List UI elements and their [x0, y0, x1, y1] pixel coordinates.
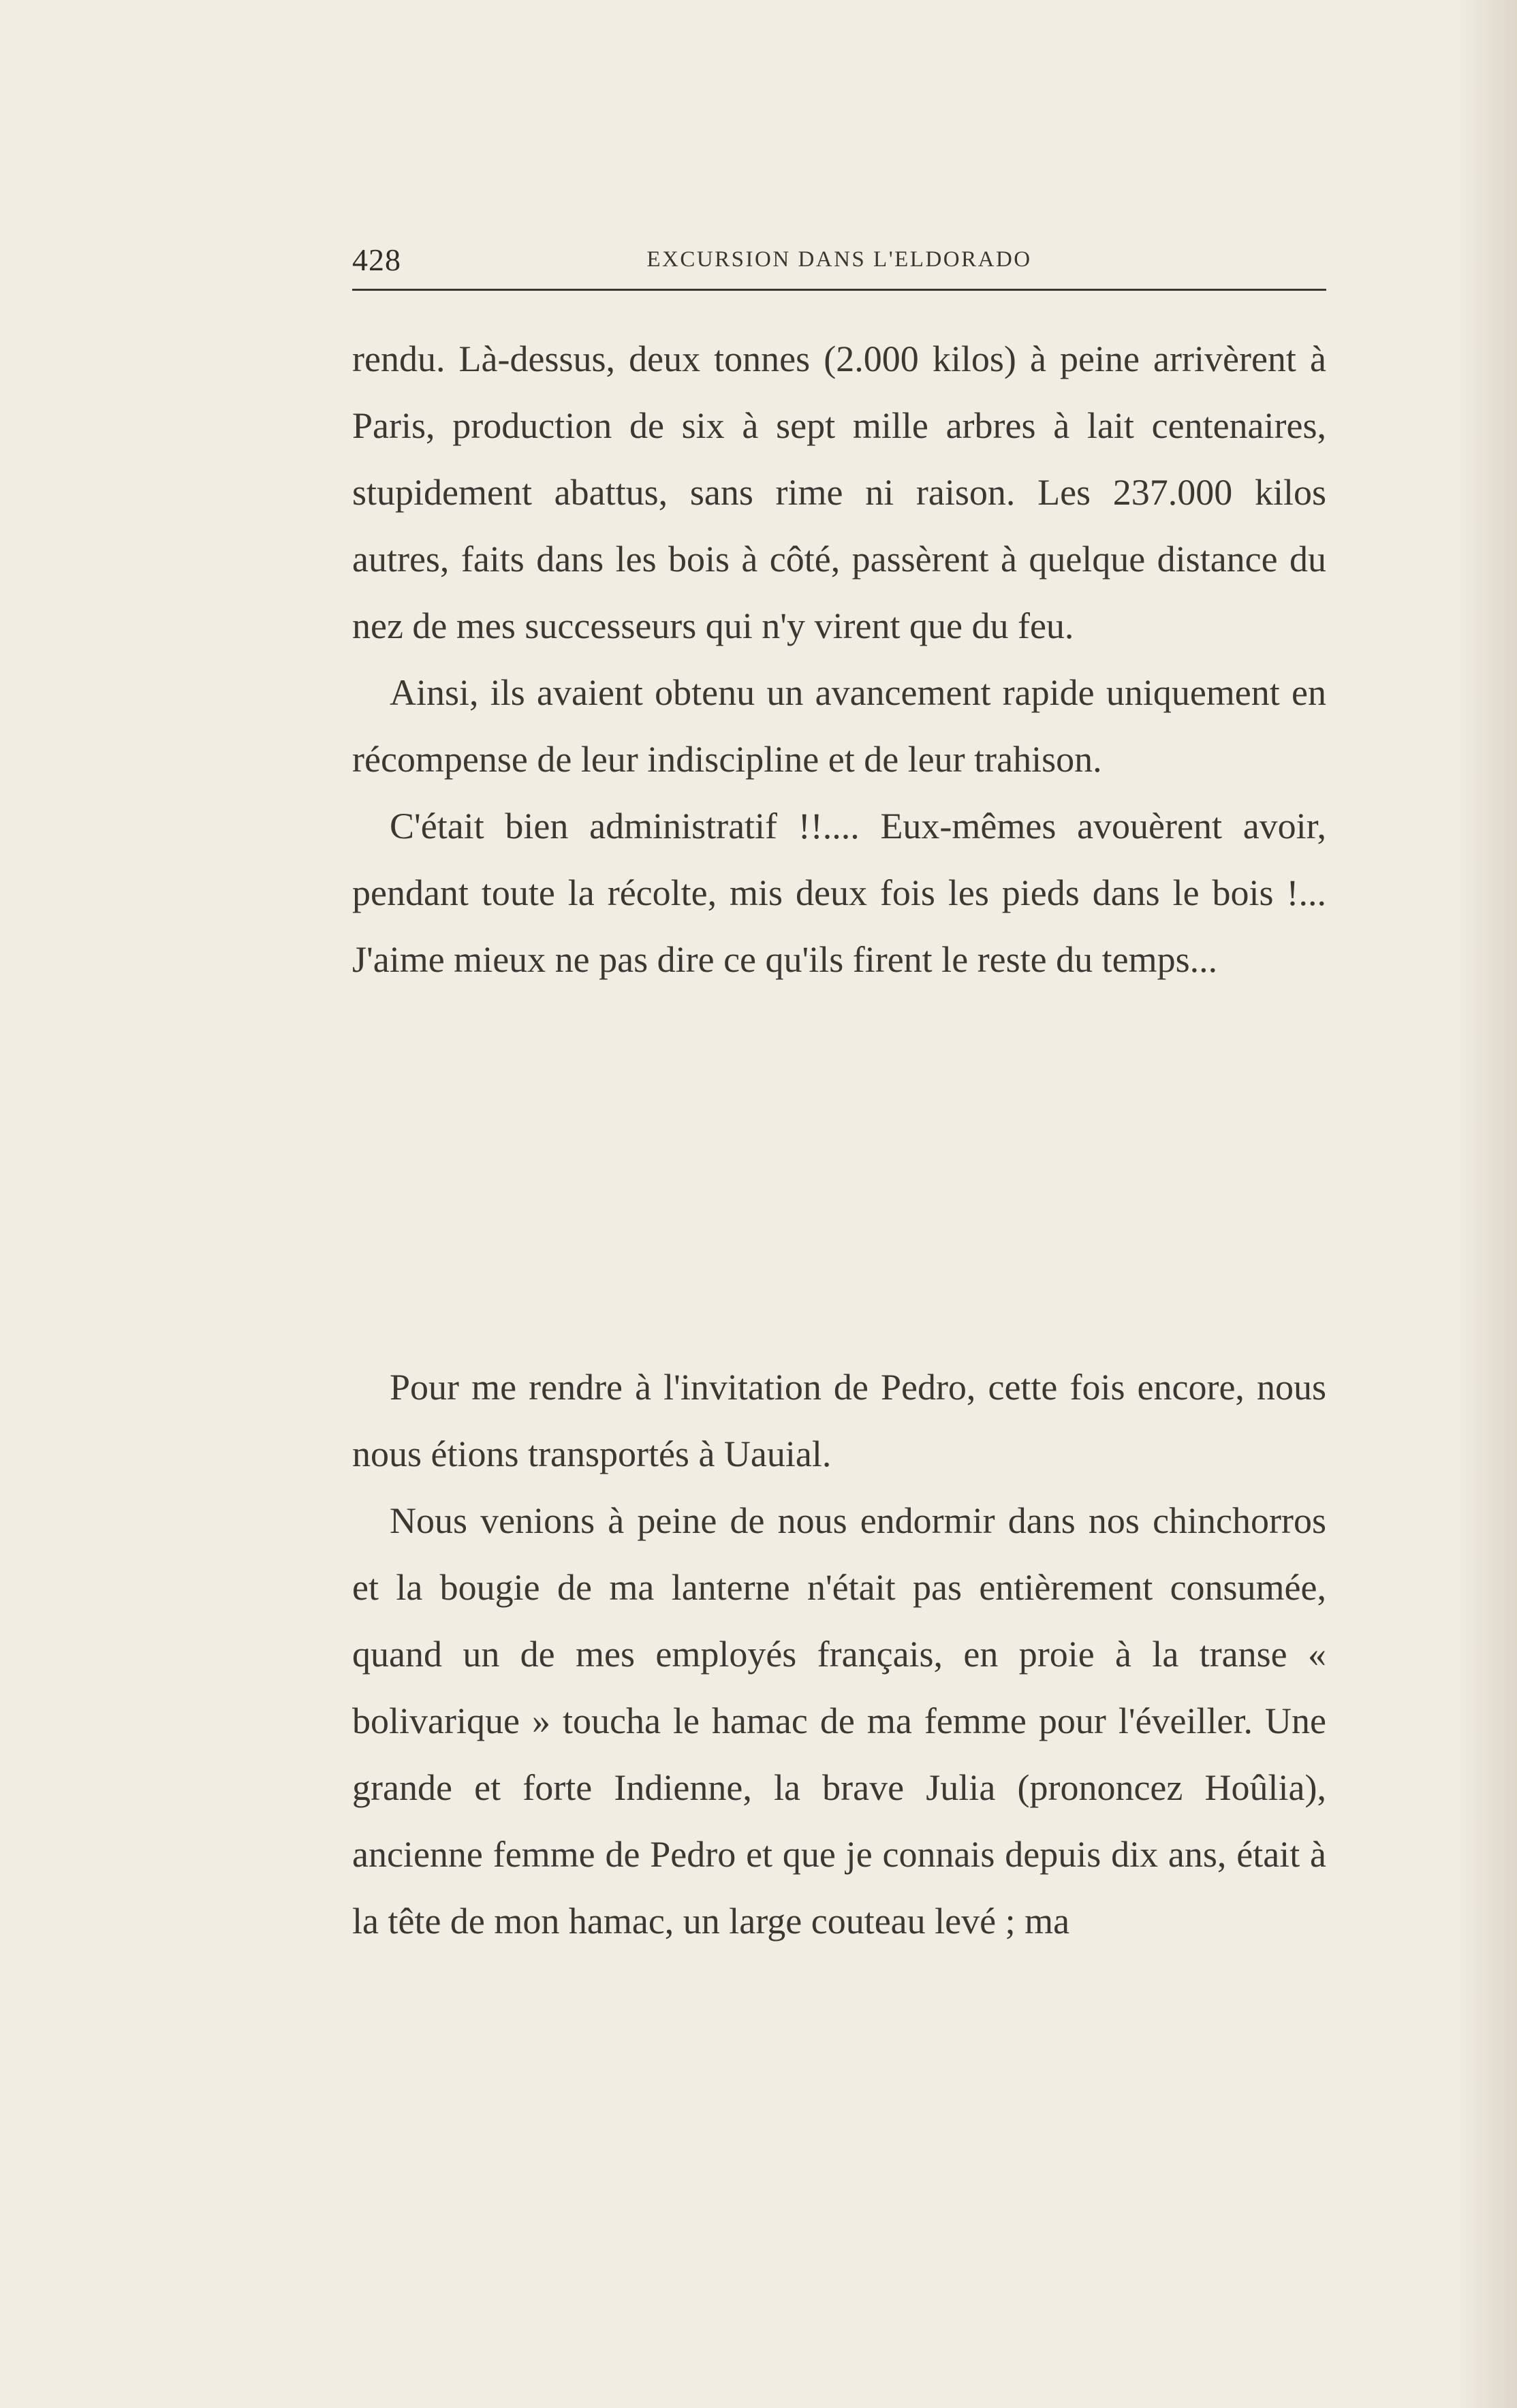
page-number: 428 — [352, 242, 401, 277]
paragraph: Pour me rendre à l'invitation de Pedro, cette fois encore, nous nous étions transportés à Uauial. — [352, 1367, 1326, 1474]
paragraph: C'était bien administratif !!.... Eux-mêmes avouèrent avoir, pendant toute la récolte, mis deux fois les pieds dans le bois !... J'aime mieux ne pas dire ce qu'ils firent le reste du temps... — [352, 806, 1326, 980]
text-block-bottom — [352, 1354, 1326, 1954]
running-title: EXCURSION DANS L'ELDORADO — [646, 247, 1032, 272]
page-edge-shadow — [1456, 0, 1517, 2408]
header-rule — [352, 289, 1326, 291]
paragraph: Ainsi, ils avaient obtenu un avancement rapide uniquement en récompense de leur indiscipline et de leur trahison. — [352, 672, 1326, 780]
text-block-top — [352, 326, 1326, 993]
paragraph: rendu. Là-dessus, deux tonnes (2.000 kilos) à peine arrivèrent à Paris, production de six à sept mille arbres à lait centenaires, stupidement abattus, sans rime ni raison. Les 237.000 kilos autres, faits dans les bois à côté, passèrent à quelque distance du nez de mes successeurs qui n'y virent que du feu. — [352, 338, 1326, 646]
page-header — [352, 242, 1326, 289]
paragraph: Nous venions à peine de nous endormir dans nos chinchorros et la bougie de ma lanterne n'était pas entièrement consumée, quand un de mes employés français, en proie à la transe « bolivarique » toucha le hamac de ma femme pour l'éveiller. Une grande et forte Indienne, la brave Julia (prononcez Hoûlia), ancienne femme de Pedro et que je connais depuis dix ans, était à la tête de mon hamac, un large couteau levé ; ma — [352, 1500, 1326, 1942]
